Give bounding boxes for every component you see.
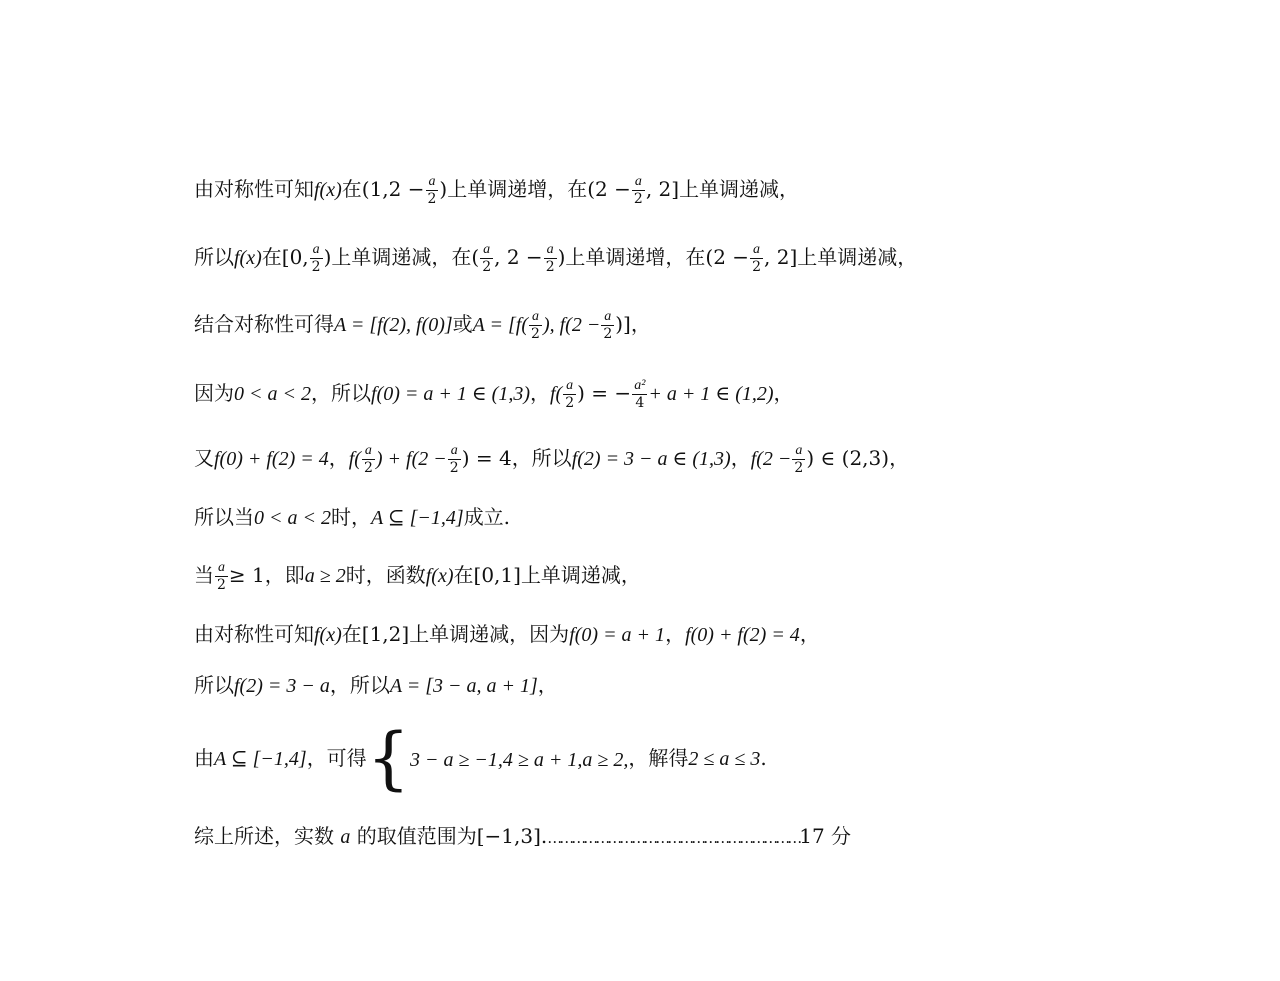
- math: , 2]: [764, 245, 798, 269]
- fraction: $\frac{a}{2}$: [752, 242, 761, 275]
- math: , 2 −: [494, 245, 543, 269]
- text: 上单调递减，: [679, 177, 800, 201]
- text: ，所以: [511, 446, 572, 470]
- math: [0,1]: [473, 563, 521, 587]
- text: 在: [261, 245, 282, 269]
- math: ) + f(2 −: [375, 448, 447, 470]
- text: 时，函数: [345, 563, 426, 587]
- text: ，: [730, 446, 751, 470]
- text: 上单调递减，: [797, 245, 918, 269]
- text: 又: [194, 446, 214, 470]
- text: ，: [889, 446, 910, 470]
- fraction: $\frac{a}{2}$: [545, 242, 555, 275]
- math: A ⊆ [−1,4]: [371, 507, 464, 529]
- math: ) ∈ (2,3): [806, 446, 890, 470]
- dot-leader: ………………………………………………………: [547, 829, 800, 847]
- math: ) = −: [577, 381, 632, 405]
- math: (2 −: [705, 245, 750, 269]
- fraction: $\frac{a}{2}$: [311, 242, 321, 275]
- solution-line-10: [194, 716, 767, 801]
- inequality-2: 4 ≥ a + 1,: [502, 748, 583, 771]
- text: 在: [341, 622, 362, 646]
- solution-line-7: [194, 560, 641, 593]
- math: a: [340, 826, 351, 848]
- math: A = [3 − a, a + 1]: [389, 675, 538, 697]
- math: f(x): [234, 247, 262, 269]
- solution-line-8: [194, 620, 820, 649]
- text: 上单调递减，在: [331, 245, 472, 269]
- text: 上单调递增，在: [565, 245, 706, 269]
- solution-line-4: [194, 378, 794, 411]
- fraction: $\frac{a}{2}$: [794, 443, 804, 476]
- math: 0 < a < 2: [254, 507, 331, 529]
- text: 上单调递减，: [520, 563, 641, 587]
- math: f(0) = a + 1: [569, 624, 666, 646]
- math: (: [471, 245, 480, 269]
- text: 所以: [194, 245, 234, 269]
- text: ，: [328, 446, 349, 470]
- math: f(0) = a + 1 ∈ (1,3): [371, 383, 530, 405]
- text: 综上所述，实数: [194, 824, 341, 848]
- text: 成立.: [463, 505, 511, 529]
- math: A = [f(: [472, 314, 529, 336]
- math: f(x): [425, 565, 454, 587]
- text: ，: [630, 312, 651, 336]
- math: (1,2 −: [361, 177, 425, 201]
- math: [1,2]: [361, 622, 410, 646]
- text: ，: [537, 673, 558, 697]
- math: 0 < a < 2: [234, 383, 311, 405]
- text: 由: [194, 746, 214, 770]
- text: ，解得: [628, 746, 689, 770]
- fraction: $\frac{a}{2}$: [531, 309, 540, 342]
- math: , 2]: [645, 177, 680, 201]
- fraction: $\frac{\text{a²}}{4}$: [634, 378, 646, 411]
- math: [−1,3].: [476, 824, 548, 848]
- math: + a + 1 ∈ (1,2): [648, 383, 774, 405]
- solution-line-2: [194, 242, 917, 275]
- math: f(x): [314, 624, 342, 646]
- text: ，所以: [311, 381, 371, 405]
- math: ): [323, 245, 332, 269]
- fraction: $\frac{a}{2}$: [217, 560, 226, 593]
- text: 的取值范围为: [350, 824, 477, 848]
- fraction: $\frac{a}{2}$: [427, 174, 437, 207]
- text: ，: [773, 381, 794, 405]
- math: )]: [615, 312, 631, 336]
- math: [0,: [281, 245, 309, 269]
- text: 上单调递增，在: [447, 177, 588, 201]
- math: f(2 −: [750, 448, 792, 470]
- left-brace: {: [366, 719, 410, 799]
- math: A = [f(2), f(0)]: [334, 314, 453, 336]
- solution-line-5: [194, 443, 909, 476]
- fraction: $\frac{a}{2}$: [363, 443, 373, 476]
- text: 在: [341, 177, 362, 201]
- text: 上单调递减，因为: [409, 622, 570, 646]
- text: ，所以: [329, 673, 390, 697]
- solution-line-11: [194, 822, 851, 852]
- math: f(2) = 3 − a: [234, 675, 330, 697]
- math: f(x): [314, 179, 342, 201]
- inequality-system: [410, 746, 628, 774]
- math: (2 −: [587, 177, 631, 201]
- math: 2 ≤ a ≤ 3: [688, 748, 761, 770]
- fraction: $\frac{a}{2}$: [603, 309, 613, 342]
- text: 因为: [194, 381, 234, 405]
- math: f(0) + f(2) = 4: [214, 448, 329, 470]
- text: 结合对称性可得: [194, 312, 334, 336]
- solution-line-6: [194, 503, 510, 532]
- inequality-3: a ≥ 2,: [582, 748, 629, 771]
- solution-line-1: [194, 174, 799, 207]
- math: ≥ 1: [228, 563, 265, 587]
- math: a ≥ 2: [304, 565, 346, 587]
- text: .: [760, 746, 767, 770]
- text: ，即: [264, 563, 305, 587]
- math: ): [557, 245, 566, 269]
- text: 由对称性可知: [194, 177, 314, 201]
- fraction: $\frac{a}{2}$: [633, 174, 643, 207]
- solution-line-9: [194, 671, 558, 700]
- text: 或: [452, 312, 473, 336]
- fraction: $\frac{a}{2}$: [565, 378, 575, 411]
- math: f(2) = 3 − a ∈ (1,3): [571, 448, 731, 470]
- inequality-1: 3 − a ≥ −1,: [409, 748, 503, 771]
- math: f(0) + f(2) = 4: [685, 624, 800, 646]
- score-label: 17 分: [799, 824, 852, 848]
- fraction: $\frac{a}{2}$: [482, 242, 492, 275]
- text: 由对称性可知: [194, 622, 314, 646]
- text: ，: [665, 622, 686, 646]
- text: ，: [799, 622, 820, 646]
- math: A ⊆ [−1,4]: [214, 748, 307, 770]
- math: f(: [550, 383, 563, 405]
- math: f(: [348, 448, 361, 470]
- text: 所以: [194, 673, 234, 697]
- solution-line-3: [194, 309, 651, 342]
- text: 当: [194, 563, 214, 587]
- text: ，: [530, 381, 550, 405]
- text: 时，: [331, 505, 371, 529]
- math: ), f(2 −: [542, 314, 601, 336]
- math: ) = 4: [461, 446, 512, 470]
- text: 所以当: [194, 505, 254, 529]
- math: ): [439, 177, 448, 201]
- fraction: $\frac{a}{2}$: [449, 443, 459, 476]
- text: ，可得: [306, 746, 367, 770]
- text: 在: [453, 563, 474, 587]
